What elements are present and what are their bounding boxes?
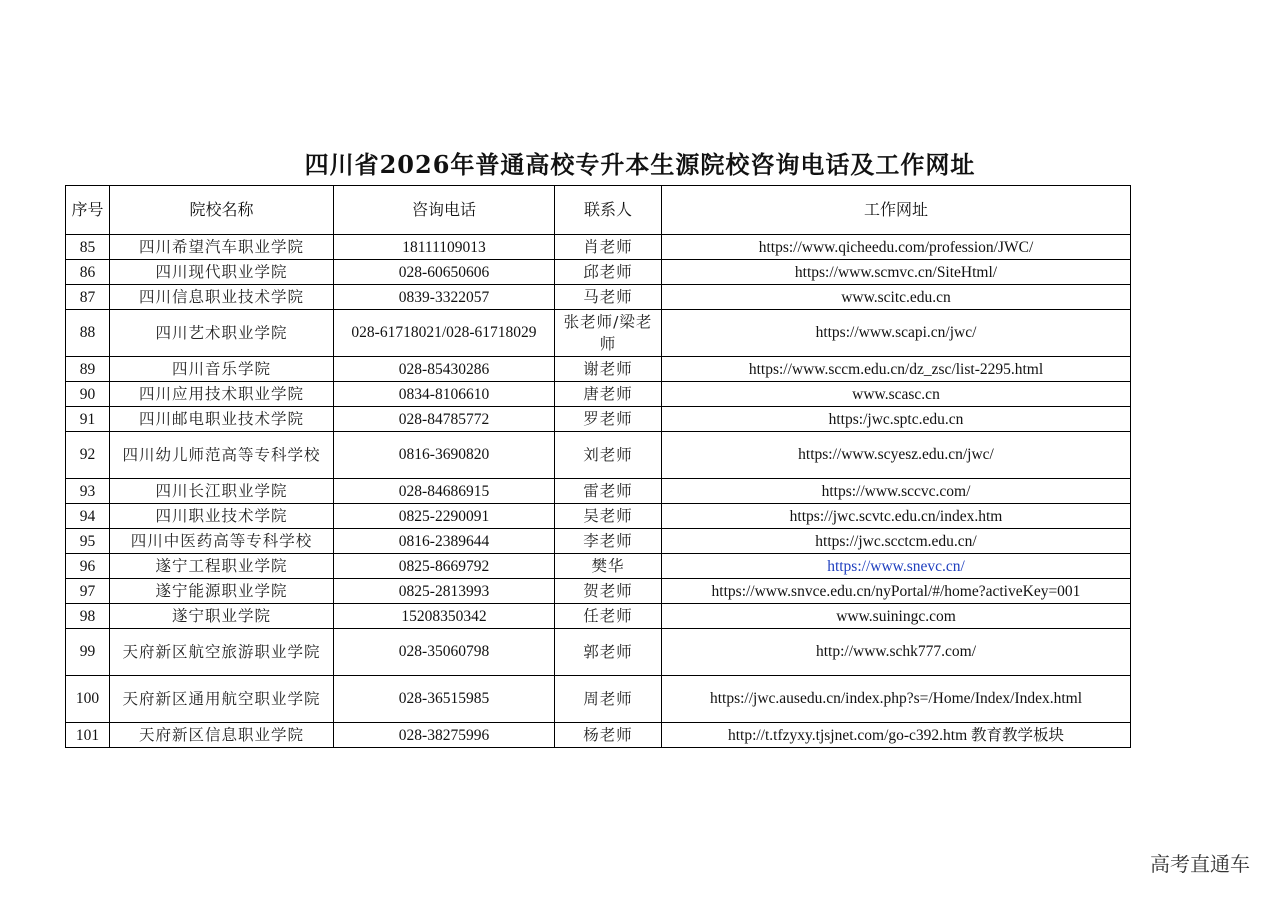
table-row [66, 235, 1131, 260]
website-url: www.scitc.edu.cn [662, 285, 1131, 310]
row-no: 89 [66, 357, 110, 382]
phone-number: 0825-8669792 [334, 554, 555, 579]
table-row [66, 479, 1131, 504]
contact-person: 谢老师 [555, 357, 662, 382]
row-no: 91 [66, 407, 110, 432]
row-no: 99 [66, 629, 110, 676]
table-row [66, 310, 1131, 357]
school-name: 四川信息职业技术学院 [110, 285, 334, 310]
school-name: 四川现代职业学院 [110, 260, 334, 285]
contact-person: 唐老师 [555, 382, 662, 407]
school-name: 遂宁能源职业学院 [110, 579, 334, 604]
phone-number: 028-85430286 [334, 357, 555, 382]
table-row [66, 723, 1131, 748]
school-name: 四川邮电职业技术学院 [110, 407, 334, 432]
school-name: 四川应用技术职业学院 [110, 382, 334, 407]
contact-person: 樊华 [555, 554, 662, 579]
column-header-name: 院校名称 [110, 186, 334, 235]
contact-person: 李老师 [555, 529, 662, 554]
phone-number: 0816-3690820 [334, 432, 555, 479]
school-name: 天府新区通用航空职业学院 [110, 676, 334, 723]
website-url: https:/jwc.sptc.edu.cn [662, 407, 1131, 432]
row-no: 101 [66, 723, 110, 748]
contact-person: 周老师 [555, 676, 662, 723]
phone-number: 028-84686915 [334, 479, 555, 504]
website-link[interactable]: https://www.snevc.cn/ [662, 554, 1131, 579]
phone-number: 028-84785772 [334, 407, 555, 432]
column-header-no: 序号 [66, 186, 110, 235]
column-header-contact: 联系人 [555, 186, 662, 235]
table-row [66, 604, 1131, 629]
contact-person: 雷老师 [555, 479, 662, 504]
school-name: 四川中医药高等专科学校 [110, 529, 334, 554]
row-no: 97 [66, 579, 110, 604]
row-no: 95 [66, 529, 110, 554]
school-name: 四川幼儿师范高等专科学校 [110, 432, 334, 479]
row-no: 96 [66, 554, 110, 579]
contact-table [65, 185, 1131, 748]
contact-person: 张老师/梁老师 [555, 310, 662, 357]
school-name: 天府新区航空旅游职业学院 [110, 629, 334, 676]
contact-person: 杨老师 [555, 723, 662, 748]
contact-person: 罗老师 [555, 407, 662, 432]
table-row [66, 504, 1131, 529]
row-no: 88 [66, 310, 110, 357]
table-row [66, 407, 1131, 432]
website-url: https://www.scyesz.edu.cn/jwc/ [662, 432, 1131, 479]
column-header-url: 工作网址 [662, 186, 1131, 235]
website-url: https://www.scmvc.cn/SiteHtml/ [662, 260, 1131, 285]
row-no: 92 [66, 432, 110, 479]
table-row [66, 285, 1131, 310]
website-url: https://www.snvce.edu.cn/nyPortal/#/home?activeKey=001 [662, 579, 1131, 604]
school-name: 遂宁工程职业学院 [110, 554, 334, 579]
phone-number: 18111109013 [334, 235, 555, 260]
website-url: https://jwc.ausedu.cn/index.php?s=/Home/Index/Index.html [662, 676, 1131, 723]
watermark-text: 高考直通车 [1150, 852, 1250, 876]
contact-person: 肖老师 [555, 235, 662, 260]
table-row [66, 382, 1131, 407]
website-url: http://www.schk777.com/ [662, 629, 1131, 676]
row-no: 87 [66, 285, 110, 310]
website-url: https://www.scapi.cn/jwc/ [662, 310, 1131, 357]
contact-person: 吴老师 [555, 504, 662, 529]
phone-number: 0816-2389644 [334, 529, 555, 554]
table-row [66, 676, 1131, 723]
phone-number: 0825-2290091 [334, 504, 555, 529]
table-row [66, 579, 1131, 604]
school-name: 遂宁职业学院 [110, 604, 334, 629]
website-url: https://jwc.scvtc.edu.cn/index.htm [662, 504, 1131, 529]
phone-number: 028-60650606 [334, 260, 555, 285]
row-no: 94 [66, 504, 110, 529]
school-name: 四川希望汽车职业学院 [110, 235, 334, 260]
row-no: 93 [66, 479, 110, 504]
table-row [66, 554, 1131, 579]
table-row [66, 529, 1131, 554]
contact-person: 郭老师 [555, 629, 662, 676]
table-row [66, 357, 1131, 382]
contact-person: 贺老师 [555, 579, 662, 604]
school-name: 天府新区信息职业学院 [110, 723, 334, 748]
website-url: http://t.tfzyxy.tjsjnet.com/go-c392.htm 教育教学板块 [662, 723, 1131, 748]
contact-person: 马老师 [555, 285, 662, 310]
phone-number: 0839-3322057 [334, 285, 555, 310]
row-no: 100 [66, 676, 110, 723]
contact-person: 任老师 [555, 604, 662, 629]
phone-number: 028-38275996 [334, 723, 555, 748]
school-name: 四川职业技术学院 [110, 504, 334, 529]
phone-number: 028-35060798 [334, 629, 555, 676]
document-title: 四川省2026年普通高校专升本生源院校咨询电话及工作网址 [304, 150, 976, 179]
contact-person: 刘老师 [555, 432, 662, 479]
school-name: 四川音乐学院 [110, 357, 334, 382]
phone-number: 15208350342 [334, 604, 555, 629]
website-url: https://www.sccvc.com/ [662, 479, 1131, 504]
phone-number: 0834-8106610 [334, 382, 555, 407]
website-url: https://jwc.scctcm.edu.cn/ [662, 529, 1131, 554]
table-row [66, 629, 1131, 676]
row-no: 90 [66, 382, 110, 407]
website-url: www.suiningc.com [662, 604, 1131, 629]
phone-number: 0825-2813993 [334, 579, 555, 604]
row-no: 98 [66, 604, 110, 629]
row-no: 86 [66, 260, 110, 285]
phone-number: 028-36515985 [334, 676, 555, 723]
row-no: 85 [66, 235, 110, 260]
school-name: 四川长江职业学院 [110, 479, 334, 504]
column-header-phone: 咨询电话 [334, 186, 555, 235]
table-row [66, 432, 1131, 479]
website-url: https://www.qicheedu.com/profession/JWC/ [662, 235, 1131, 260]
table-header-row [66, 186, 1131, 235]
website-url: www.scasc.cn [662, 382, 1131, 407]
school-name: 四川艺术职业学院 [110, 310, 334, 357]
website-url: https://www.sccm.edu.cn/dz_zsc/list-2295.html [662, 357, 1131, 382]
table-row [66, 260, 1131, 285]
contact-person: 邱老师 [555, 260, 662, 285]
phone-number: 028-61718021/028-61718029 [334, 310, 555, 357]
